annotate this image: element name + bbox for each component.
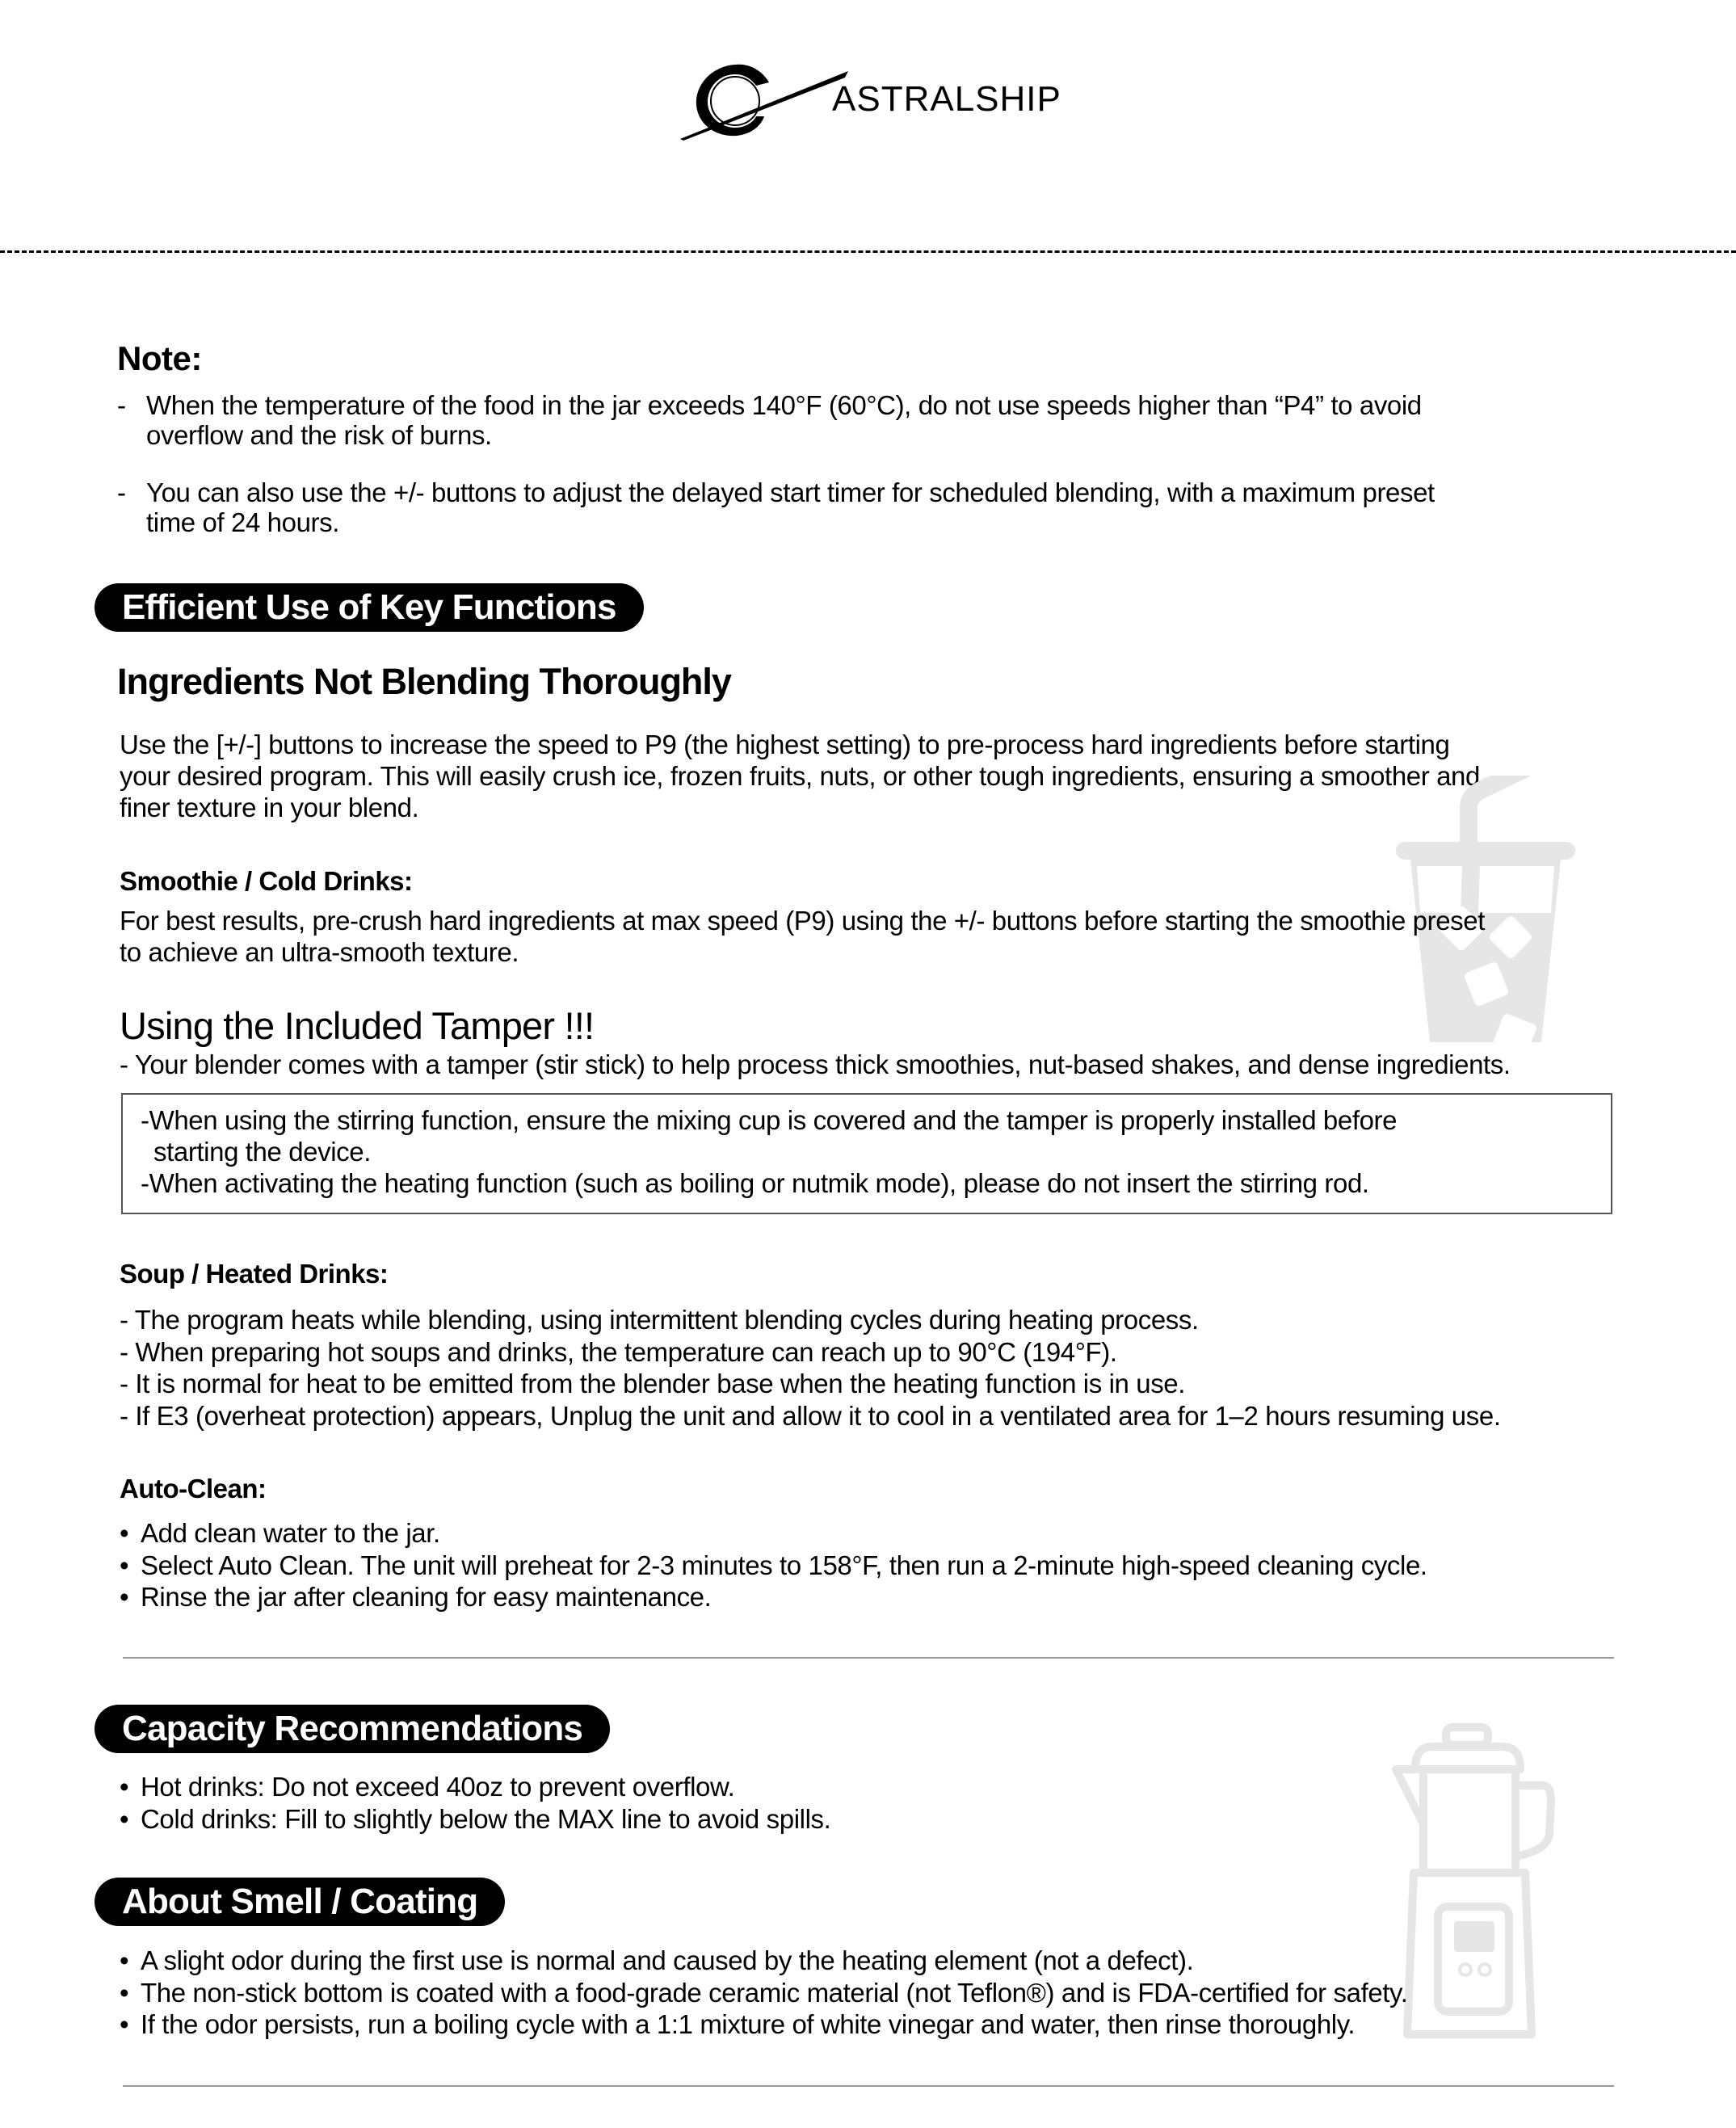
header-divider <box>0 250 1736 253</box>
note-line: When the temperature of the food in the jar exceeds 140°F (60°C), do not use speeds higher than “P4” to avoid <box>146 390 1422 420</box>
bullet-marker: • <box>120 1550 129 1580</box>
bullet-marker: • <box>120 1582 129 1612</box>
bullet-marker: • <box>120 2009 129 2039</box>
bullet-marker: • <box>120 1945 129 1975</box>
list-item <box>120 1977 1671 2009</box>
note-line: time of 24 hours. <box>146 507 339 537</box>
list-item <box>120 2008 1671 2041</box>
dash-marker: - <box>117 477 126 507</box>
heading-auto-clean: Auto-Clean: <box>120 1474 267 1503</box>
list-item-text: Rinse the jar after cleaning for easy maintenance. <box>141 1582 712 1612</box>
list-item <box>120 1945 1671 1977</box>
brand-name: ASTRALSHIP <box>832 79 1061 119</box>
bullet-marker: • <box>120 1518 129 1548</box>
list-item-text: Add clean water to the jar. <box>141 1518 440 1548</box>
tamper-line: - Your blender comes with a tamper (stir stick) to help process thick smoothies, nut-based shakes, and dense ingredients. <box>120 1049 1511 1079</box>
note-item <box>117 390 1652 450</box>
dash-marker: - <box>117 390 126 420</box>
list-item-text: Hot drinks: Do not exceed 40oz to prevent overflow. <box>141 1772 735 1802</box>
para-line: to achieve an ultra-smooth texture. <box>120 937 519 967</box>
warning-line: -When using the stirring function, ensure the mixing cup is covered and the tamper is properly installed before <box>141 1105 1398 1135</box>
heading-ingredients-not-blending: Ingredients Not Blending Thoroughly <box>117 661 731 702</box>
bullet-marker: • <box>120 1803 129 1834</box>
section-divider <box>123 1657 1614 1659</box>
smell-list <box>120 1945 1671 2041</box>
note-item <box>117 477 1652 537</box>
section-pill-capacity: Capacity Recommendations <box>95 1705 610 1753</box>
list-item: - If E3 (overheat protection) appears, Unplug the unit and allow it to cool in a ventilated area for 1–2 hours resuming use. <box>120 1400 1501 1431</box>
list-item: - It is normal for heat to be emitted from the blender base when the heating function is in use. <box>120 1369 1186 1398</box>
list-item <box>120 1550 1671 1582</box>
soup-list <box>120 1304 1671 1432</box>
para-line: your desired program. This will easily crush ice, frozen fruits, nuts, or other tough ingredients, ensuring a smoother and <box>120 761 1480 791</box>
list-item: - When preparing hot soups and drinks, the temperature can reach up to 90°C (194°F). <box>120 1336 1117 1367</box>
list-item-text: Select Auto Clean. The unit will preheat for 2-3 minutes to 158°F, then run a 2-minute high-speed cleaning cycle. <box>141 1550 1427 1580</box>
bullet-marker: • <box>120 1772 129 1802</box>
para-line: finer texture in your blend. <box>120 793 419 822</box>
list-item-text: A slight odor during the first use is normal and caused by the heating element (not a defect). <box>141 1945 1194 1975</box>
section-divider <box>123 2085 1614 2087</box>
list-item-text: If the odor persists, run a boiling cycle with a 1:1 mixture of white vinegar and water, then rinse thoroughly. <box>141 2009 1356 2039</box>
note-line: overflow and the risk of burns. <box>146 420 492 450</box>
list-item: - The program heats while blending, using intermittent blending cycles during heating process. <box>120 1305 1199 1335</box>
note-line: You can also use the +/- buttons to adjust the delayed start timer for scheduled blending, with a maximum preset <box>146 477 1435 507</box>
heading-tamper: Using the Included Tamper !!! <box>120 1004 595 1047</box>
warning-line: -When activating the heating function (such as boiling or nutmik mode), please do not insert the stirring rod. <box>141 1168 1369 1198</box>
bullet-marker: • <box>120 1977 129 2008</box>
list-item-text: The non-stick bottom is coated with a food-grade ceramic material (not Teflon®) and is FDA-certified for safety. <box>141 1977 1408 2008</box>
list-item-text: Cold drinks: Fill to slightly below the MAX line to avoid spills. <box>141 1803 831 1834</box>
note-title: Note: <box>117 339 202 377</box>
heading-smoothie-cold-drinks: Smoothie / Cold Drinks: <box>120 866 413 896</box>
section-pill-smell-coating: About Smell / Coating <box>95 1878 505 1926</box>
heading-soup-heated-drinks: Soup / Heated Drinks: <box>120 1259 389 1289</box>
list-item <box>120 1581 1671 1613</box>
warning-line: starting the device. <box>153 1137 371 1167</box>
brand-logo <box>679 55 1066 144</box>
tamper-warning-box <box>121 1093 1612 1214</box>
list-item <box>120 1517 1671 1550</box>
para-line: Use the [+/-] buttons to increase the speed to P9 (the highest setting) to pre-process hard ingredients before starting <box>120 730 1450 759</box>
section-pill-efficient-use: Efficient Use of Key Functions <box>95 583 644 632</box>
smoothie-paragraph <box>120 905 1662 968</box>
para-line: For best results, pre-crush hard ingredients at max speed (P9) using the +/- buttons before starting the smoothie preset <box>120 906 1485 936</box>
auto-clean-list <box>120 1517 1671 1613</box>
